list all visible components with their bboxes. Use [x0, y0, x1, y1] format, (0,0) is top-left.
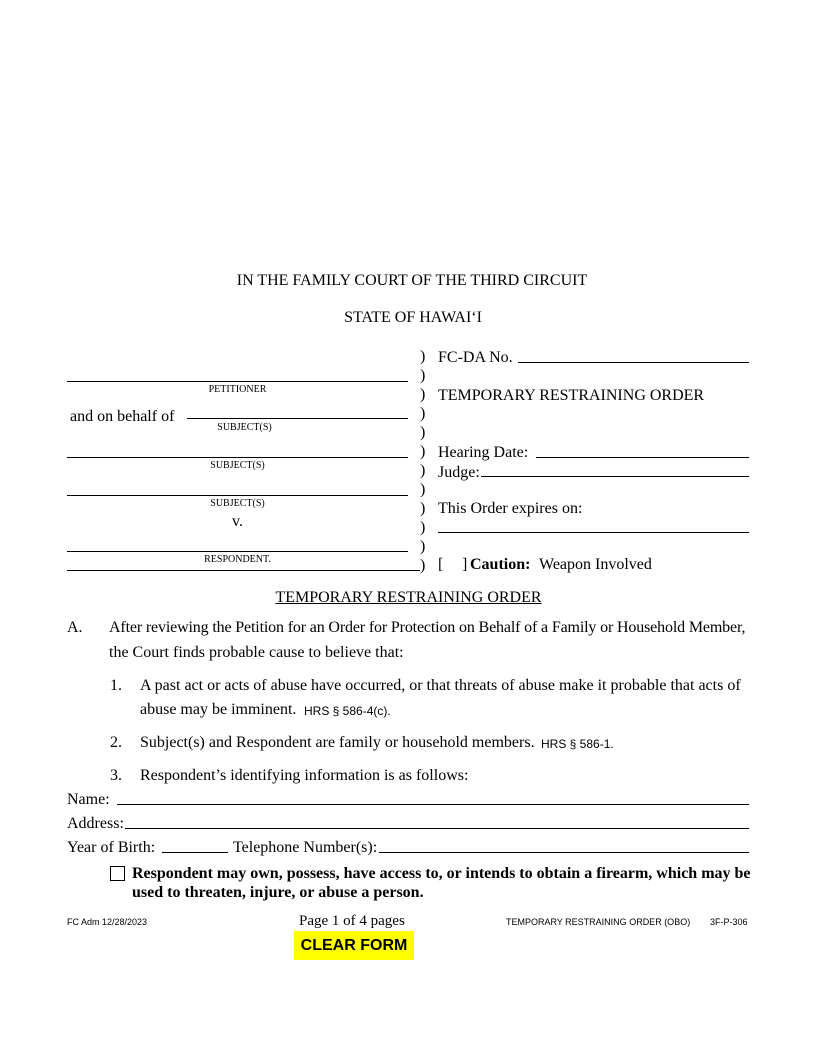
caption-bottom-rule: [67, 570, 420, 571]
name-input[interactable]: [117, 788, 749, 805]
page-count: Page 1 of 4 pages: [299, 913, 405, 929]
year-of-birth-input[interactable]: [162, 836, 228, 853]
court-heading: IN THE FAMILY COURT OF THE THIRD CIRCUIT: [236, 272, 588, 289]
order-title-main: TEMPORARY RESTRAINING ORDER: [275, 589, 542, 606]
section-a-line1: After reviewing the Petition for an Order for Protection on Behalf of a Family or Household Member,: [109, 619, 746, 636]
item2-reference: HRS § 586-1.: [541, 737, 614, 751]
telephone-label: Telephone Number(s):: [233, 839, 378, 856]
and-on-behalf-of-label: and on behalf of: [70, 408, 175, 425]
item1-number: 1.: [110, 677, 122, 694]
case-number-input[interactable]: [518, 346, 749, 363]
case-number-label: FC-DA No.: [438, 349, 513, 366]
respondent-input[interactable]: [67, 535, 408, 552]
item1-line1: A past act or acts of abuse have occurred, or that threats of abuse make it probable that acts of: [140, 677, 741, 694]
subject-input-2[interactable]: [67, 441, 408, 458]
section-a-line2: the Court finds probable cause to believe that:: [109, 644, 404, 661]
item3-number: 3.: [110, 767, 122, 784]
respondent-caption: RESPONDENT.: [204, 554, 271, 565]
item1-reference: HRS § 586-4(c).: [304, 704, 391, 718]
hearing-date-input[interactable]: [536, 441, 749, 458]
address-label: Address:: [67, 815, 124, 832]
footer-form-title: TEMPORARY RESTRAINING ORDER (OBO): [506, 917, 691, 927]
subject-input-3[interactable]: [67, 479, 408, 496]
address-input[interactable]: [125, 812, 749, 829]
petitioner-input[interactable]: [67, 365, 408, 382]
name-label: Name:: [67, 791, 110, 808]
subject-caption-1: SUBJECT(S): [217, 422, 272, 433]
caution-close-bracket: ]: [462, 556, 468, 573]
subject-caption-2: SUBJECT(S): [210, 460, 265, 471]
firearm-line1: Respondent may own, possess, have access to, or intends to obtain a firearm, which may be: [132, 865, 751, 882]
caution-label: Caution:: [470, 556, 531, 573]
hearing-date-label: Hearing Date:: [438, 444, 529, 461]
telephone-input[interactable]: [379, 836, 749, 853]
footer-form-code: 3F-P-306: [710, 917, 748, 927]
versus-label: v.: [232, 513, 243, 530]
subject-caption-3: SUBJECT(S): [210, 498, 265, 509]
form-revision: FC Adm 12/28/2023: [67, 917, 148, 927]
expires-input[interactable]: [438, 516, 749, 533]
judge-label: Judge:: [438, 464, 480, 481]
caution-text: Weapon Involved: [539, 556, 652, 573]
item1-line2: abuse may be imminent.: [140, 701, 297, 718]
petitioner-caption: PETITIONER: [208, 384, 267, 395]
caution-open-bracket: [: [438, 556, 444, 573]
clear-form-button[interactable]: CLEAR FORM: [294, 931, 414, 960]
item2-number: 2.: [110, 734, 122, 751]
expires-label: This Order expires on:: [438, 500, 583, 517]
item3-text: Respondent’s identifying information is as follows:: [140, 767, 469, 784]
item2-text: Subject(s) and Respondent are family or household members.: [140, 734, 535, 751]
judge-input[interactable]: [481, 460, 749, 477]
year-of-birth-label: Year of Birth:: [67, 839, 156, 856]
firearm-line2: used to threaten, injure, or abuse a person.: [132, 884, 424, 901]
section-a-letter: A.: [67, 619, 83, 636]
firearm-checkbox[interactable]: [110, 866, 125, 881]
state-heading: STATE OF HAWAI‘I: [344, 309, 482, 326]
order-title-right: TEMPORARY RESTRAINING ORDER: [438, 387, 705, 404]
subject-input-1[interactable]: [187, 402, 408, 419]
